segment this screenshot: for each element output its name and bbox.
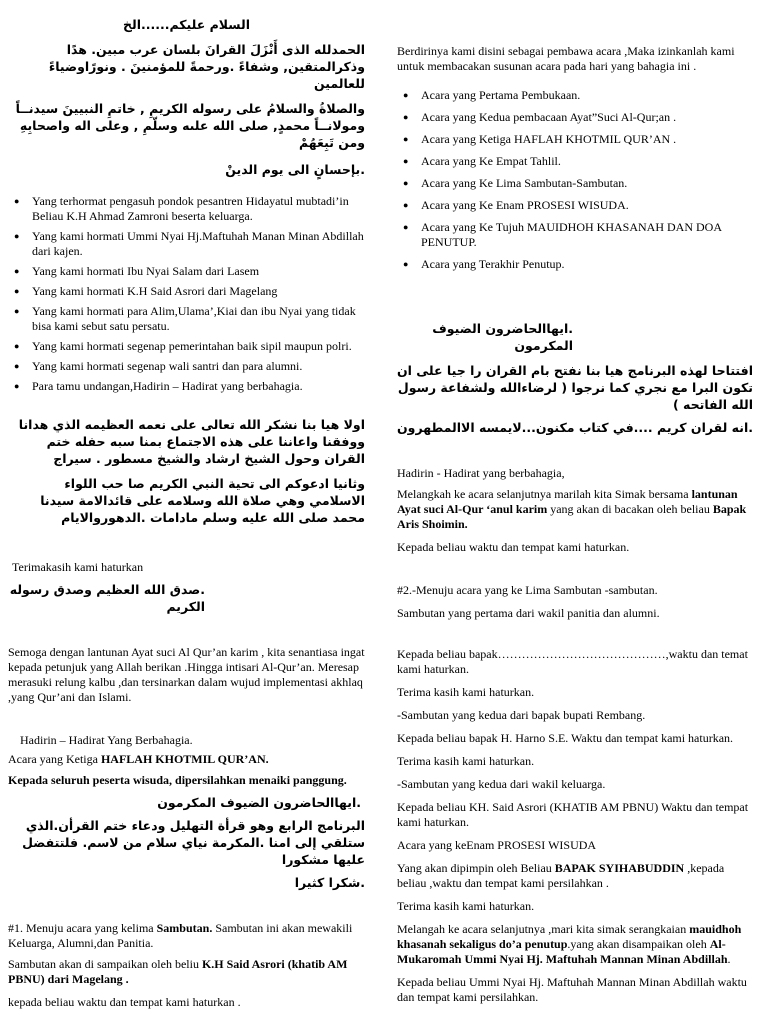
list-item: ● Acara yang Ke Empat Tahlil. — [397, 154, 753, 169]
kepada-beliau-end: kepada beliau waktu dan tempat kami haturkan . — [8, 995, 241, 1009]
terimakasih-text: Terimakasih kami haturkan — [12, 560, 144, 574]
kepada-beliau-1: Kepada beliau waktu dan tempat kami haturkan. — [397, 540, 630, 554]
menuju-lima: #2.-Menuju acara yang ke Lima Sambutan -sambutan. — [397, 583, 658, 597]
sambutan-paragraph: Sambutan akan di sampaikan oleh beliu K.H Said Asrori (khatib AM PBNU) dari Magelang . — [8, 957, 348, 986]
list-item: ● Acara yang Ketiga HAFLAH KHOTMIL QUR’AN . — [397, 132, 753, 147]
arabic-ayyuha-right: .ايهاالحاضرون الضيوف المكرمون — [432, 321, 573, 353]
hadirin-right: Hadirin - Hadirat yang berbahagia, — [397, 466, 565, 480]
arabic-innahu: .انه لقران كريم ....في كتاب مكنون...لايمسه الاالمطهرون — [397, 420, 753, 435]
list-item: ● Acara yang Ke Tujuh MAUIDHOH KHASANAH DAN DOA PENUTUP. — [397, 220, 753, 250]
intro-paragraph: Berdirinya kami disini sebagai pembawa acara ,Maka izinkanlah kami untuk membacakan susunan acara pada hari yang bahagia ini . — [397, 44, 735, 73]
kepada-ummi: Kepada beliau Ummi Nyai Hj. Maftuhah Mannan Minan Abdillah waktu dan tempat kami persilahkan. — [397, 975, 747, 1004]
arabic-shadaqa: .صدق الله العظيم وصدق رسوله الكريم — [9, 582, 205, 614]
list-item: ● Acara yang Ke Lima Sambutan-Sambutan. — [397, 176, 753, 191]
kepada-bapak: Kepada beliau bapak……………………………………,waktu dan temat kami haturkan. — [397, 647, 748, 676]
arabic-barnamij: البرنامج الرابع وهو قرأة التهليل ودعاء ختم القرأن.الذي ستلقي إلى امنا .المكرمة نياي سلام من لاسم. فلتتفضل عليها مشكورا — [22, 818, 365, 867]
left-column — [8, 0, 365, 1010]
list-item: ● Yang terhormat pengasuh pondok pesantren Hidayatul mubtadi’in Beliau K.H Ahmad Zamroni beserta keluarga. — [8, 194, 365, 224]
acara-ketiga-line: Acara yang Ketiga HAFLAH KHOTMIL QUR’AN. — [8, 752, 269, 766]
terima-kasih-3: Terima kasih kami haturkan. — [397, 899, 535, 913]
yang-akan-dipimpin: Yang akan dipimpin oleh Beliau BAPAK SYIHABUDDIN ,kepada beliau ,waktu dan tempat kami persilahkan . — [397, 861, 725, 890]
kepada-kh: Kepada beliau KH. Said Asrori (KHATIB AM PBNU) Waktu dan tempat kami haturkan. — [397, 800, 749, 829]
arabic-syukran: .شكرا كثيرا — [294, 875, 365, 890]
list-item: ● Yang kami hormati segenap wali santri dan para alumni. — [8, 359, 365, 374]
list-item: ● Acara yang Pertama Pembukaan. — [397, 88, 753, 103]
list-item: ● Yang kami hormati Ummi Nyai Hj.Maftuhah Manan Minan Abdillah dari kajen. — [8, 229, 365, 259]
acara-enam: Acara yang keEnam PROSESI WISUDA — [397, 838, 597, 852]
list-item: ● Yang kami hormati K.H Said Asrori dari Magelang — [8, 284, 365, 299]
hadirin-heading: Hadirin – Hadirat Yang Berbahagia. — [20, 733, 193, 747]
terima-kasih-1: Terima kasih kami haturkan. — [397, 685, 535, 699]
arabic-salam: السلام عليكم......الخ — [123, 17, 250, 32]
list-item: ● Yang kami hormati segenap pemerintahan baik sipil maupun polri. — [8, 339, 365, 354]
list-item: ● Acara yang Terakhir Penutup. — [397, 257, 753, 272]
arabic-ayyuha: .ايهاالحاضرون الضيوف المكرمون — [157, 795, 361, 810]
melangah-paragraph: Melangah ke acara selanjutnya ,mari kita simak serangkaian mauidhoh khasanah sekaligus do’a penutup.yang akan disampaikan oleh Al- Mukaromah Ummi Nyai Hj. Maftuhah Mannan Minan Abdillah. — [397, 922, 742, 966]
arabic-iftitah: افتتاحا لهذه البرنامج هيا بنا نفتح بام القران را جيا على ان تكون البرا مع نجري كما نرجوا ( لرضاءالله ولشفاعة رسول الله الفاتحه ) — [396, 363, 753, 412]
arabic-hamdalah: الحمدلله الذى أَنْزَلَ القرانَ بلسان عرب مبين. هدًا وذكرالمتقين, وشفاءً .ورحمةً للمؤمنينَ . ونورًاوضياءً للعالمين — [48, 42, 365, 91]
kepada-harno: Kepada beliau bapak H. Harno S.E. Waktu dan tempat kami haturkan. — [397, 731, 734, 745]
sambutan-pertama: Sambutan yang pertama dari wakil panitia dan alumni. — [397, 606, 660, 620]
greetings-list — [8, 194, 365, 394]
list-item: ● Acara yang Kedua pembacaan Ayat”Suci Al-Qur;an . — [397, 110, 753, 125]
arabic-shalawat: والصلاةُ والسلامُ على رسوله الكريمِ , خاتمِ النبيينَ سيدنــاً ومولانــاً محمدٍ, صلى الله علىه وسلّمِ , وعلى اله واصحابِهِ ومن تَبِعَهُمْ — [15, 101, 365, 150]
melangkah-paragraph: Melangkah ke acara selanjutnya marilah kita Simak bersama lantunan Ayat suci Al-Qur ‘anul karim yang akan di bacakan oleh beliau Bapak Aris Shoimin. — [397, 487, 747, 531]
list-item: ● Yang kami hormati para Alim,Ulama’,Kiai dan ibu Nyai yang tidak bisa kami sebut satu persatu. — [8, 304, 365, 334]
agenda-list — [397, 88, 753, 272]
semoga-paragraph: Semoga dengan lantunan Ayat suci Al Qur’an karim , kita senantiasa ingat kepada petunjuk yang Allah berikan .Hingga intisari Al-Qur’an. Meresap merasuki relung kalbu ,dan tersinarkan dalam wujud implementasi akhlaq ,yang Qur’ani dan Islami. — [8, 645, 365, 704]
arabic-ihsan: .بإحسانٍ الى يوم الدينْ — [225, 162, 365, 177]
list-item: ● Yang kami hormati Ibu Nyai Salam dari Lasem — [8, 264, 365, 279]
arabic-awwalan: اولا هيا بنا نشكر الله تعالى على نعمه العظيمه الذي هدانا ووفقنا واعاننا على هذه الاجتماع بمنا سبه حفله ختم القران وحول الشيخ ارشاد والشيخ مسطور . سيراج — [18, 417, 365, 466]
arabic-tsaniyan: وثانيا ادعوكم الى تحية النبي الكريم صا حب اللواء الاسلامي وهي صلاة الله وسلامه على قائدالامة سيدنا محمد صلى الله عليه وسلم مادامات .الدهوروالايام — [40, 476, 365, 525]
menuju-sambutan: #1. Menuju acara yang kelima Sambutan. Sambutan ini akan mewakili Keluarga, Alumni,dan Panitia. — [8, 921, 353, 950]
list-item: ● Acara yang Ke Enam PROSESI WISUDA. — [397, 198, 753, 213]
right-column — [397, 0, 753, 1005]
sambutan-keluarga: -Sambutan yang kedua dari wakil keluarga. — [397, 777, 606, 791]
kepada-peserta: Kepada seluruh peserta wisuda, dipersilahkan menaiki panggung. — [8, 773, 347, 787]
list-item: ● Para tamu undangan,Hadirin – Hadirat yang berbahagia. — [8, 379, 365, 394]
terima-kasih-2: Terima kasih kami haturkan. — [397, 754, 535, 768]
sambutan-kedua: -Sambutan yang kedua dari bapak bupati Rembang. — [397, 708, 646, 722]
